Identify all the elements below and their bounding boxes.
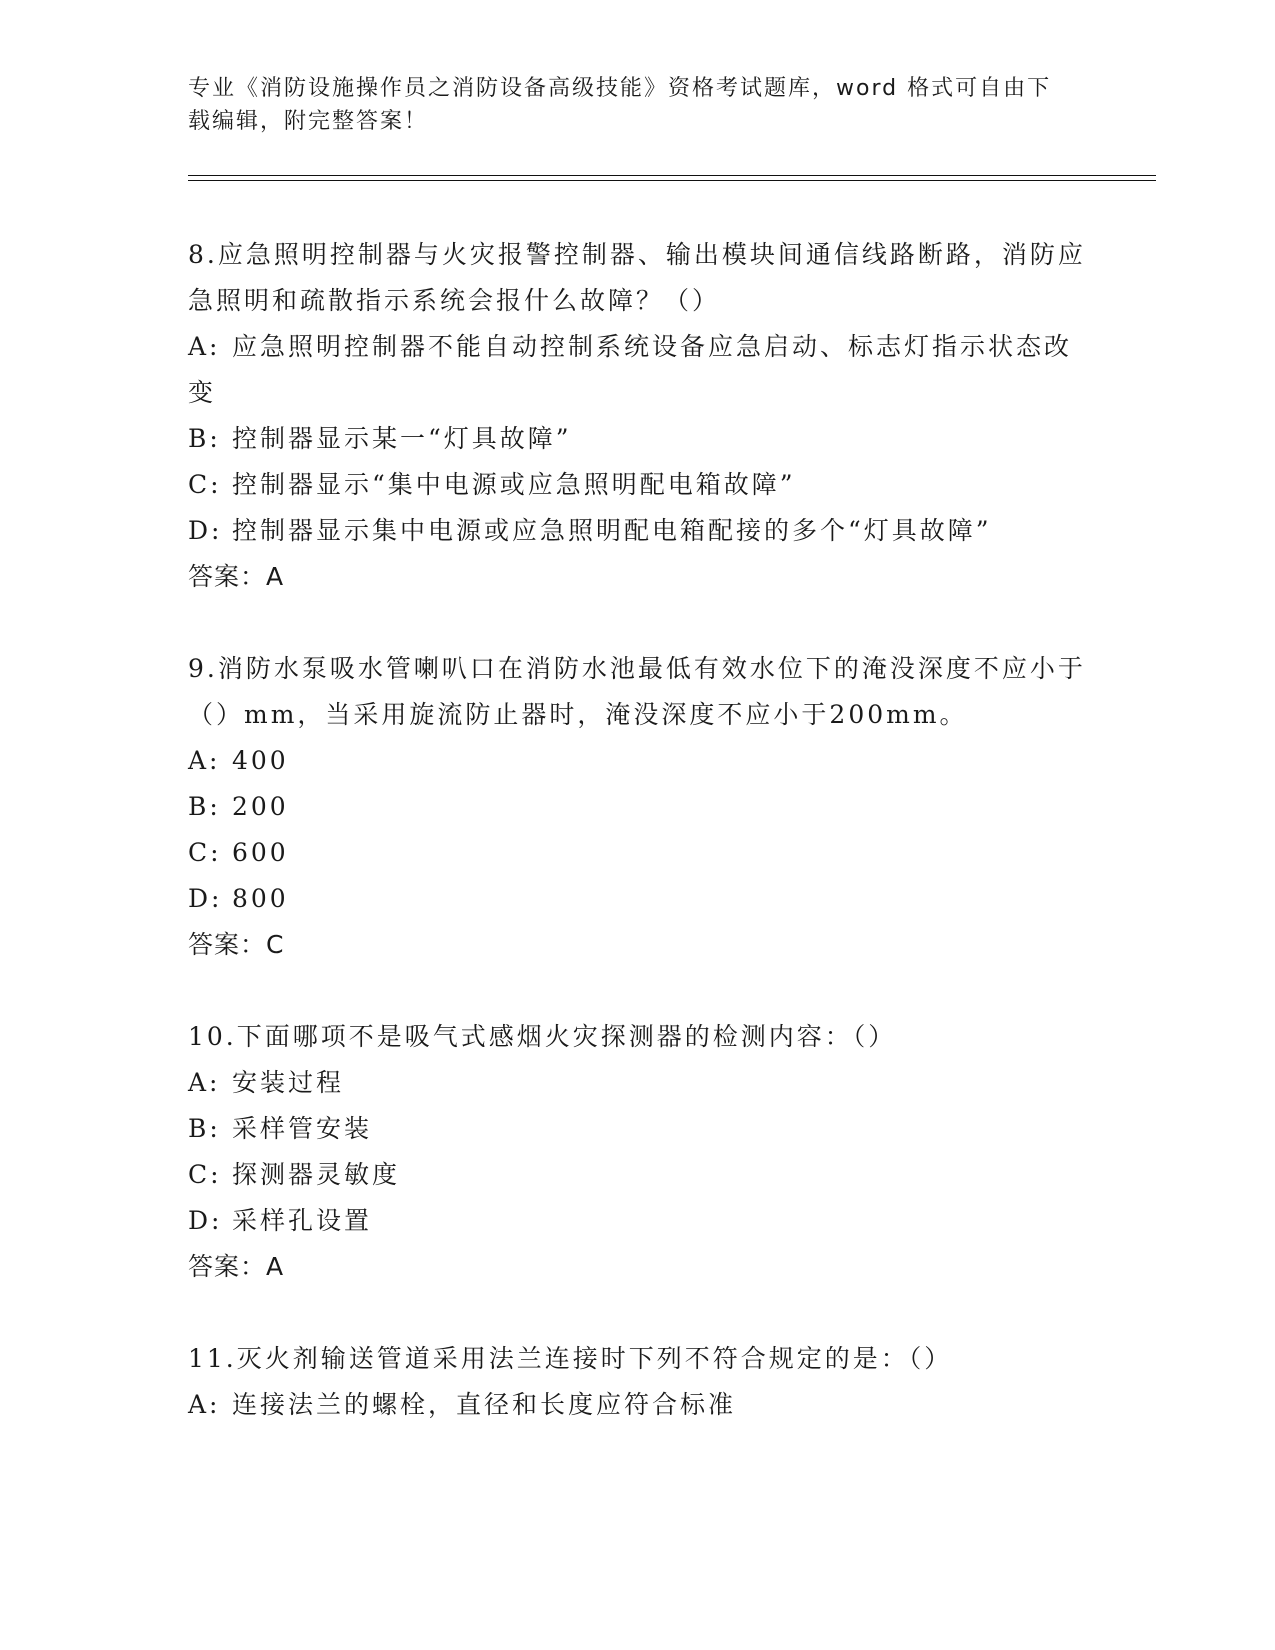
- option-key: B:: [188, 424, 221, 453]
- option-a: [188, 1382, 1088, 1428]
- option-key: A:: [188, 746, 221, 775]
- option-a: [188, 1060, 1088, 1106]
- option-text: 200: [232, 792, 289, 821]
- question-stem: 8.应急照明控制器与火灾报警控制器、输出模块间通信线路断路，消防应急照明和疏散指示系统会报什么故障？（）: [188, 240, 1086, 315]
- document-header: 专业《消防设施操作员之消防设备高级技能》资格考试题库，word 格式可自由下载编辑，附完整答案！: [188, 76, 1052, 134]
- option-key: C:: [188, 1160, 222, 1189]
- option-d: [188, 1198, 1088, 1244]
- option-key: A:: [188, 332, 221, 361]
- option-text: 控制器显示集中电源或应急照明配电箱配接的多个“灯具故障”: [232, 516, 992, 545]
- question-11: [188, 1336, 1088, 1428]
- question-list: [188, 232, 1088, 1474]
- option-key: C:: [188, 838, 222, 867]
- option-key: B:: [188, 1114, 221, 1143]
- option-key: D:: [188, 884, 223, 913]
- option-key: D:: [188, 516, 223, 545]
- header-divider-top: [188, 175, 1156, 176]
- question-10: [188, 1014, 1088, 1290]
- question-stem: 9.消防水泵吸水管喇叭口在消防水池最低有效水位下的淹没深度不应小于（）mm，当采用旋流防止器时，淹没深度不应小于200mm。: [188, 654, 1086, 729]
- option-text: 600: [232, 838, 289, 867]
- answer-label: 答案：C: [188, 930, 285, 959]
- option-text: 安装过程: [232, 1068, 345, 1097]
- option-b: [188, 416, 1088, 462]
- option-text: 800: [232, 884, 289, 913]
- option-text: 控制器显示“集中电源或应急照明配电箱故障”: [232, 470, 796, 499]
- option-b: [188, 784, 1088, 830]
- option-text: 采样孔设置: [232, 1206, 373, 1235]
- question-stem: 11.灭火剂输送管道采用法兰连接时下列不符合规定的是：（）: [188, 1344, 953, 1373]
- option-d: [188, 508, 1088, 554]
- answer-label: 答案：A: [188, 1252, 285, 1281]
- option-text: 连接法兰的螺栓，直径和长度应符合标准: [232, 1390, 737, 1419]
- option-key: D:: [188, 1206, 223, 1235]
- option-key: A:: [188, 1068, 221, 1097]
- option-key: B:: [188, 792, 221, 821]
- option-text: 400: [232, 746, 289, 775]
- option-d: [188, 876, 1088, 922]
- option-c: [188, 462, 1088, 508]
- option-text: 应急照明控制器不能自动控制系统设备应急启动、标志灯指示状态改变: [188, 332, 1073, 407]
- option-a: [188, 324, 1088, 416]
- option-text: 探测器灵敏度: [232, 1160, 401, 1189]
- option-c: [188, 1152, 1088, 1198]
- question-8: [188, 232, 1088, 600]
- option-key: A:: [188, 1390, 221, 1419]
- option-text: 采样管安装: [232, 1114, 373, 1143]
- question-stem: 10.下面哪项不是吸气式感烟火灾探测器的检测内容：（）: [188, 1022, 897, 1051]
- question-9: [188, 646, 1088, 968]
- answer-label: 答案：A: [188, 562, 285, 591]
- header-divider-bottom: [188, 180, 1156, 181]
- option-a: [188, 738, 1088, 784]
- option-b: [188, 1106, 1088, 1152]
- option-c: [188, 830, 1088, 876]
- option-text: 控制器显示某一“灯具故障”: [232, 424, 572, 453]
- option-key: C:: [188, 470, 222, 499]
